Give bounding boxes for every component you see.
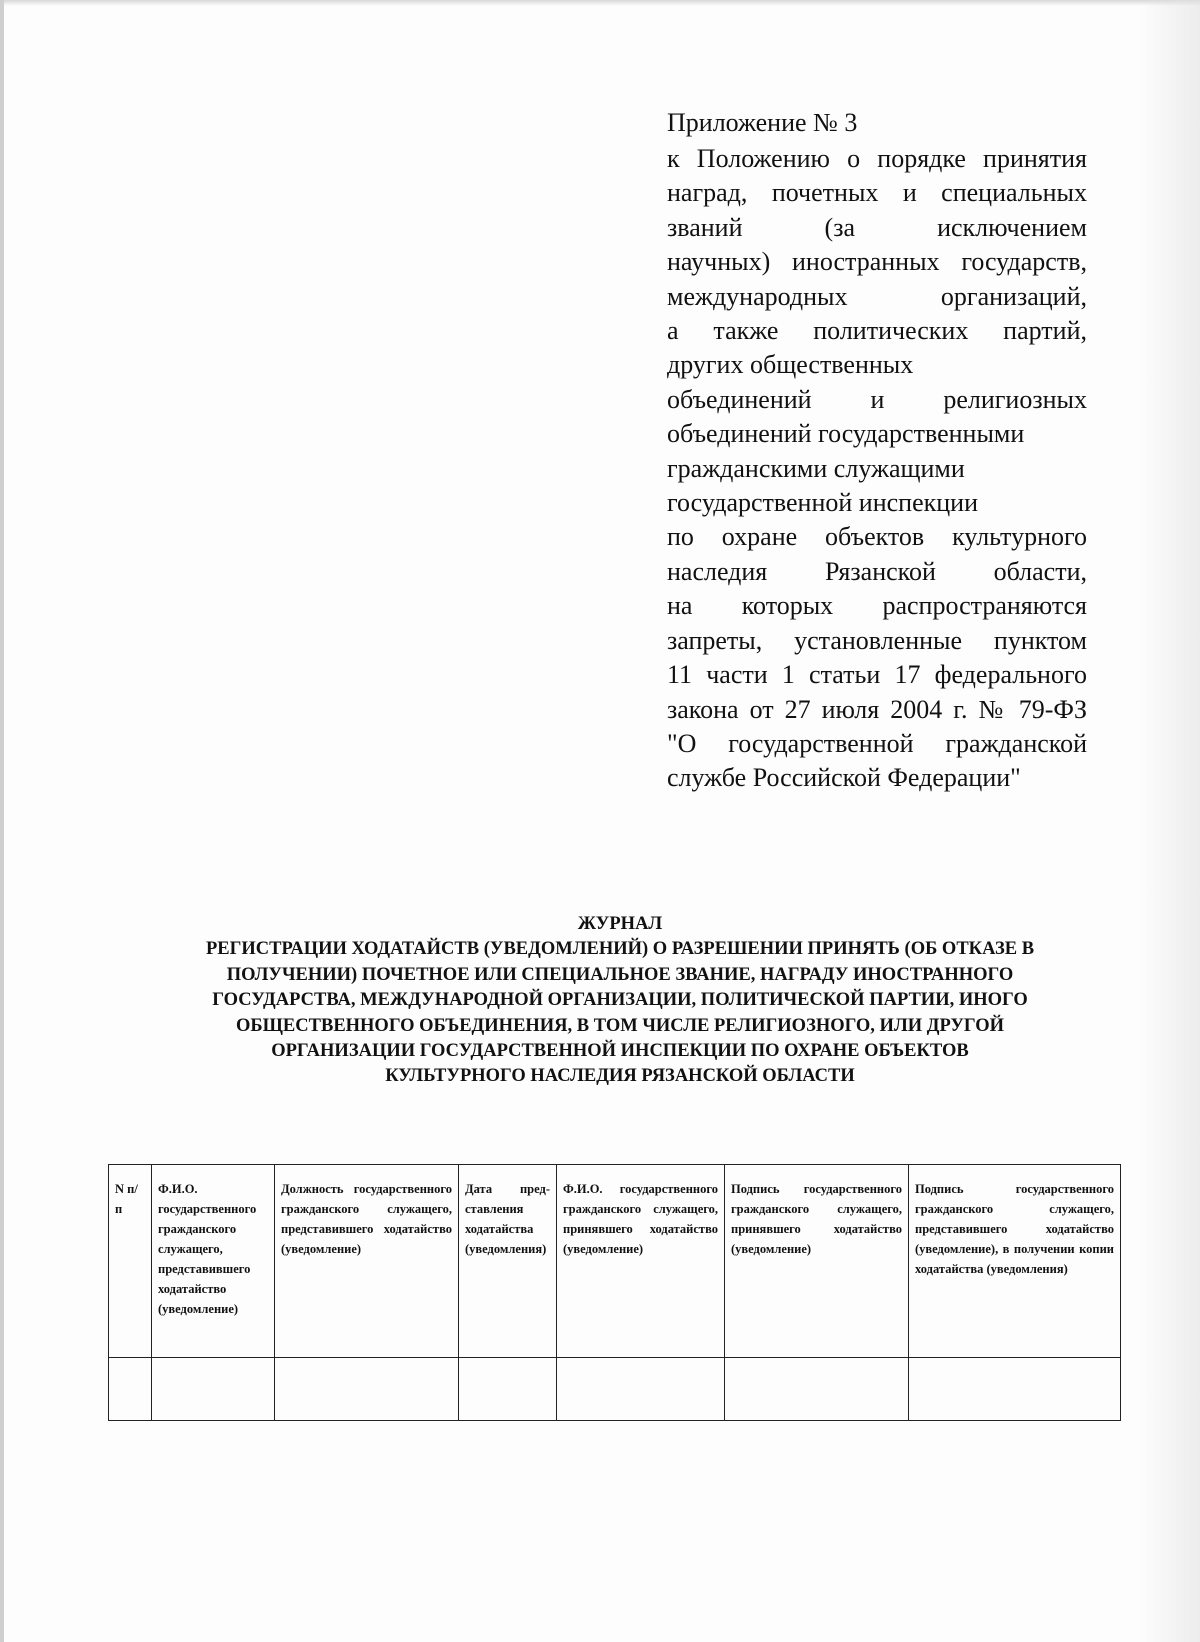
appendix-line: к Положению о порядке принятия — [667, 144, 1087, 173]
table-header-row — [109, 1165, 1121, 1358]
journal-subtitle-line: ОРГАНИЗАЦИИ ГОСУДАРСТВЕННОЙ ИНСПЕКЦИИ ПО ОХРАНЕ ОБЪЕКТОВ — [271, 1041, 969, 1062]
appendix-line: научных) иностранных государств, — [667, 247, 1087, 277]
table-cell — [275, 1358, 459, 1421]
table-row — [109, 1358, 1121, 1421]
appendix-line: званий (за исключением — [667, 212, 1087, 242]
table-cell — [152, 1358, 275, 1421]
appendix-line: службе Российской Федерации" — [667, 763, 1021, 793]
appendix-line: 11 части 1 статьи 17 федерального — [667, 660, 1087, 690]
table-cell — [725, 1358, 909, 1421]
journal-subtitle-line: ПОЛУЧЕНИИ) ПОЧЕТНОЕ ИЛИ СПЕЦИАЛЬНОЕ ЗВАНИЕ, НАГРАДУ ИНОСТРАННОГО — [226, 964, 1014, 985]
appendix-line: наследия Рязанской области, — [667, 556, 1087, 586]
journal-heading — [150, 912, 1090, 1090]
header-cell-receiver-name: Ф.И.О. государственного гражданского служащего, принявшего ходатайство (уведомление) — [557, 1165, 725, 1358]
appendix-line: государственной инспекции — [667, 488, 978, 518]
header-cell-submitter-name: Ф.И.О. государственного гражданского служащего, представившего ходатайство (уведомление) — [152, 1165, 275, 1358]
journal-subtitle-line: РЕГИСТРАЦИИ ХОДАТАЙСТВ (УВЕДОМЛЕНИЙ) О РАЗРЕШЕНИИ ПРИНЯТЬ (ОБ ОТКАЗЕ В — [205, 939, 1035, 960]
appendix-line: закона от 27 июля 2004 г. № 79-ФЗ — [667, 694, 1087, 724]
appendix-line: гражданскими служащими — [667, 453, 965, 483]
appendix-line: запреты, установленные пунктом — [667, 625, 1087, 655]
appendix-line: других общественных — [667, 350, 914, 380]
registration-table — [108, 1164, 1121, 1421]
journal-subtitle-line: КУЛЬТУРНОГО НАСЛЕДИЯ РЯЗАНСКОЙ ОБЛАСТИ — [385, 1066, 855, 1087]
appendix-line: на которых распространяются — [667, 591, 1087, 621]
appendix-line: "О государственной гражданской — [667, 728, 1087, 758]
scan-edge-right — [1140, 0, 1200, 1642]
header-cell-submission-date: Дата представления ходатайства (уведомления) — [459, 1165, 557, 1358]
header-cell-submitter-position: Должность государственного гражданского служащего, представившего ходатайство (уведомление) — [275, 1165, 459, 1358]
journal-subtitle-line: ОБЩЕСТВЕННОГО ОБЪЕДИНЕНИЯ, В ТОМ ЧИСЛЕ РЕЛИГИОЗНОГО, ИЛИ ДРУГОЙ — [236, 1015, 1004, 1036]
appendix-line: объединений и религиозных — [667, 384, 1087, 414]
appendix-line: объединений государственными — [667, 419, 1025, 449]
appendix-title: Приложение № 3 — [667, 108, 858, 137]
appendix-block — [667, 106, 1087, 796]
table-cell — [109, 1358, 152, 1421]
appendix-line: международных организаций, — [667, 281, 1087, 311]
table-cell — [459, 1358, 557, 1421]
header-cell-receiver-signature: Подпись государственного гражданского служащего, принявшего ходатайство (уведомление) — [725, 1165, 909, 1358]
journal-title: ЖУРНАЛ — [577, 914, 663, 934]
header-cell-number: N п/п — [109, 1165, 152, 1358]
scan-edge-left — [0, 0, 4, 1642]
scan-edge-top — [0, 0, 1200, 6]
appendix-line: а также политических партий, — [667, 316, 1087, 346]
header-cell-submitter-signature: Подпись государственного гражданского служащего, представившего ходатайство (уведомление), в получении копии ходатайства (уведомления) — [909, 1165, 1121, 1358]
journal-subtitle-line: ГОСУДАРСТВА, МЕЖДУНАРОДНОЙ ОРГАНИЗАЦИИ, ПОЛИТИЧЕСКОЙ ПАРТИИ, ИНОГО — [212, 990, 1028, 1011]
table-cell — [557, 1358, 725, 1421]
appendix-line: по охране объектов культурного — [667, 522, 1087, 552]
appendix-line: наград, почетных и специальных — [667, 178, 1087, 208]
table-cell — [909, 1358, 1121, 1421]
